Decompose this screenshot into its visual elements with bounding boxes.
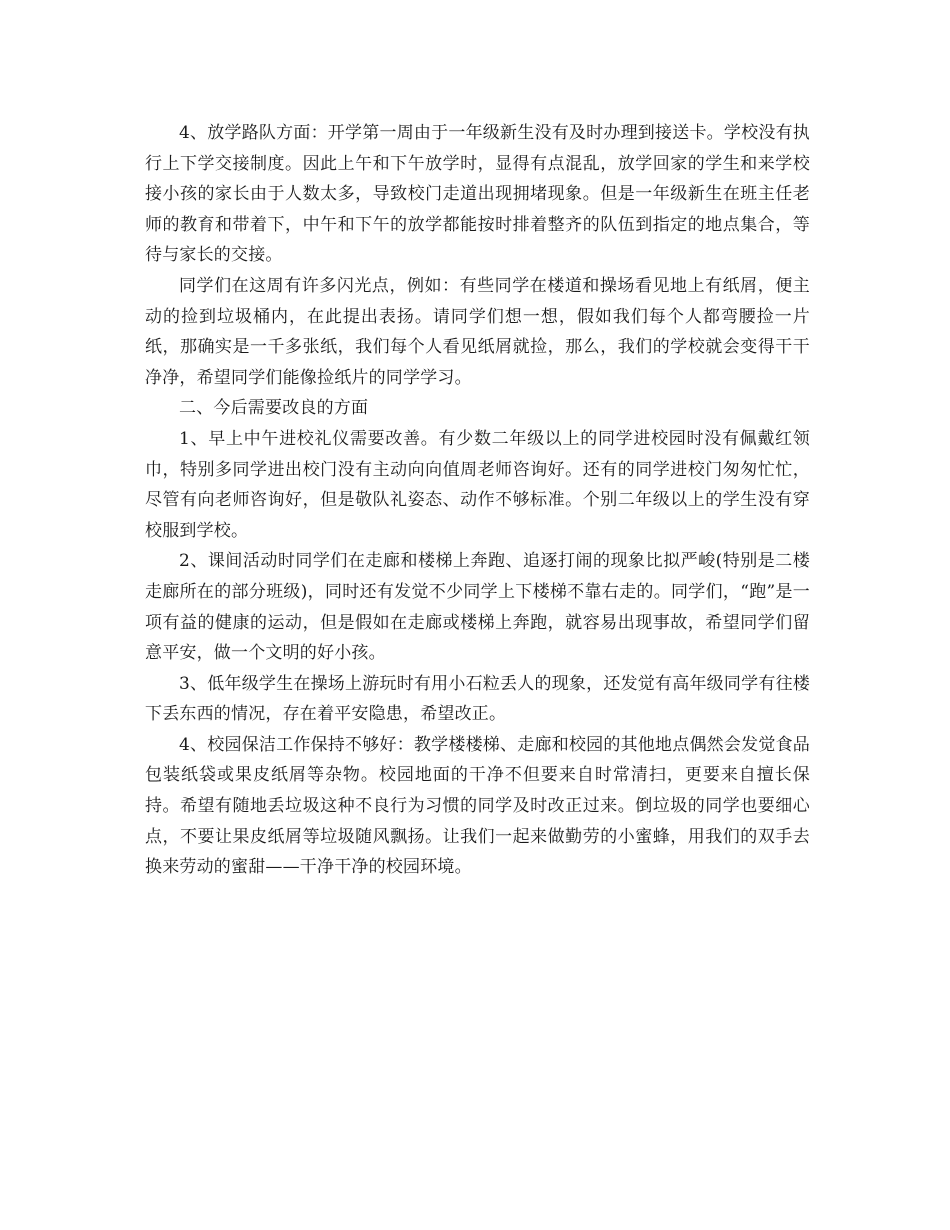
paragraph-entry-etiquette: 1、早上中午进校礼仪需要改善。有少数二年级以上的同学进校园时没有佩戴红领巾，特别多同学进出校门没有主动向向值周老师咨询好。还有的同学进校门匆匆忙忙，尽管有向老师咨询好，但是敬队礼姿态、动作不够标准。个别二年级以上的学生没有穿校服到学校。 [145,428,810,541]
paragraph-dismissal-queue: 4、放学路队方面：开学第一周由于一年级新生没有及时办理到接送卡。学校没有执行上下学交接制度。因此上午和下午放学时，显得有点混乱，放学回家的学生和来学校接小孩的家长由于人数太多，导致校门走道出现拥堵现象。但是一年级新生在班主任老师的教育和带着下，中午和下午的放学都能按时排着整齐的队伍到指定的地点集合，等待与家长的交接。 [145,123,810,266]
paragraph-highlights: 同学们在这周有许多闪光点，例如：有些同学在楼道和操场看见地上有纸屑，便主动的捡到垃圾桶内，在此提出表扬。请同学们想一想，假如我们每个人都弯腰捡一片纸，那确实是一千多张纸，我们每个人看见纸屑就捡，那么，我们的学校就会变得干干净净，希望同学们能像捡纸片的同学学习。 [145,275,810,388]
paragraph-throwing-stones: 3、低年级学生在操场上游玩时有用小石粒丢人的现象，还发觉有高年级同学有往楼下丢东西的情况，存在着平安隐患，希望改正。 [145,673,810,725]
paragraph-campus-cleaning: 4、校园保洁工作保持不够好：教学楼楼梯、走廊和校园的其他地点偶然会发觉食品包装纸袋或果皮纸屑等杂物。校园地面的干净不但要来自时常清扫，更要来自擅长保持。希望有随地丢垃圾这种不良行为习惯的同学及时改正过来。倒垃圾的同学也要细心点，不要让果皮纸屑等垃圾随风飘扬。让我们一起来做勤劳的小蜜蜂，用我们的双手去换来劳动的蜜甜——干净干净的校园环境。 [145,734,810,878]
document-body [145,118,810,883]
paragraph-recess-running: 2、课间活动时同学们在走廊和楼梯上奔跑、追逐打闹的现象比拟严峻(特别是二楼走廊所在的部分班级)，同时还有发觉不少同学上下楼梯不靠右走的。同学们，“跑”是一项有益的健康的运动，但是假如在走廊或楼梯上奔跑，就容易出现事故，希望同学们留意平安，做一个文明的好小孩。 [145,551,810,664]
section-heading-improvements: 二、今后需要改良的方面 [179,398,369,419]
